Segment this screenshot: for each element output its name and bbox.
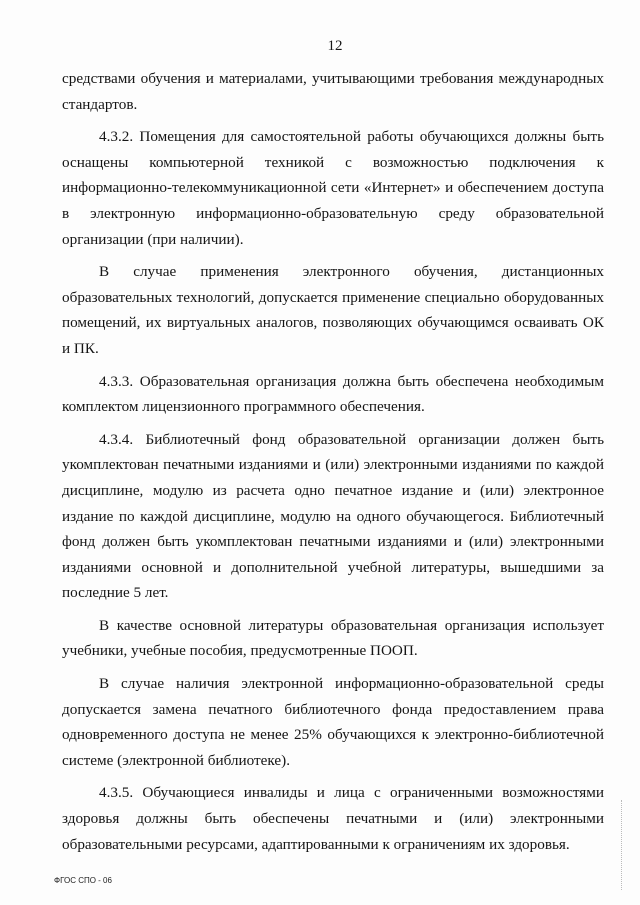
paragraph-electronic-library: В случае наличия электронной информационно-образовательной среды допускается замена печатного библиотечного фонда предоставлением права одновременного доступа не менее 25% обучающихся к электронно-библиотечной системе (электронной библиотеке).	[62, 675, 604, 769]
paragraph-electronic-learning: В случае применения электронного обучения, дистанционных образовательных технологий, допускается применение специально оборудованных помещений, их виртуальных аналогов, позволяющих обучающимся осваивать ОК и ПК.	[62, 263, 604, 357]
paragraph-4-3-2: 4.3.2. Помещения для самостоятельной работы обучающихся должны быть оснащены компьютерной техникой с возможностью подключения к информационно-телекоммуникационной сети «Интернет» и обеспечением доступа в электронную информационно-образовательную среду образовательной организации (при наличии).	[62, 128, 604, 248]
paragraph-4-3-3: 4.3.3. Образовательная организация должна быть обеспечена необходимым комплектом лицензионного программного обеспечения.	[62, 372, 604, 416]
paragraph-continuation: средствами обучения и материалами, учитывающими требования международных стандартов.	[62, 70, 604, 113]
paragraph-4-3-5: 4.3.5. Обучающиеся инвалиды и лица с ограниченными возможностями здоровья должны быть обеспечены печатными и (или) электронными образовательными ресурсами, адаптированными к ограничениям их здоровья.	[62, 784, 604, 853]
paragraph-main-literature: В качестве основной литературы образовательная организация использует учебники, учебные пособия, предусмотренные ПООП.	[62, 616, 604, 660]
paragraph-4-3-4: 4.3.4. Библиотечный фонд образовательной организации должен быть укомплектован печатными изданиями и (или) электронными изданиями по каждой дисциплине, модулю из расчета одно печатное издание и (или) электронное издание по каждой дисциплине, модулю на одного обучающегося. Библиотечный фонд должен быть укомплектован печатными изданиями и (или) электронными изданиями основной и дополнительной учебной литературы, вышедшими за последние 5 лет.	[62, 430, 604, 602]
document-body	[62, 66, 604, 864]
scan-artifact	[621, 800, 624, 890]
footer-code: ФГОС СПО - 06	[54, 876, 112, 885]
page-number: 12	[327, 38, 343, 54]
